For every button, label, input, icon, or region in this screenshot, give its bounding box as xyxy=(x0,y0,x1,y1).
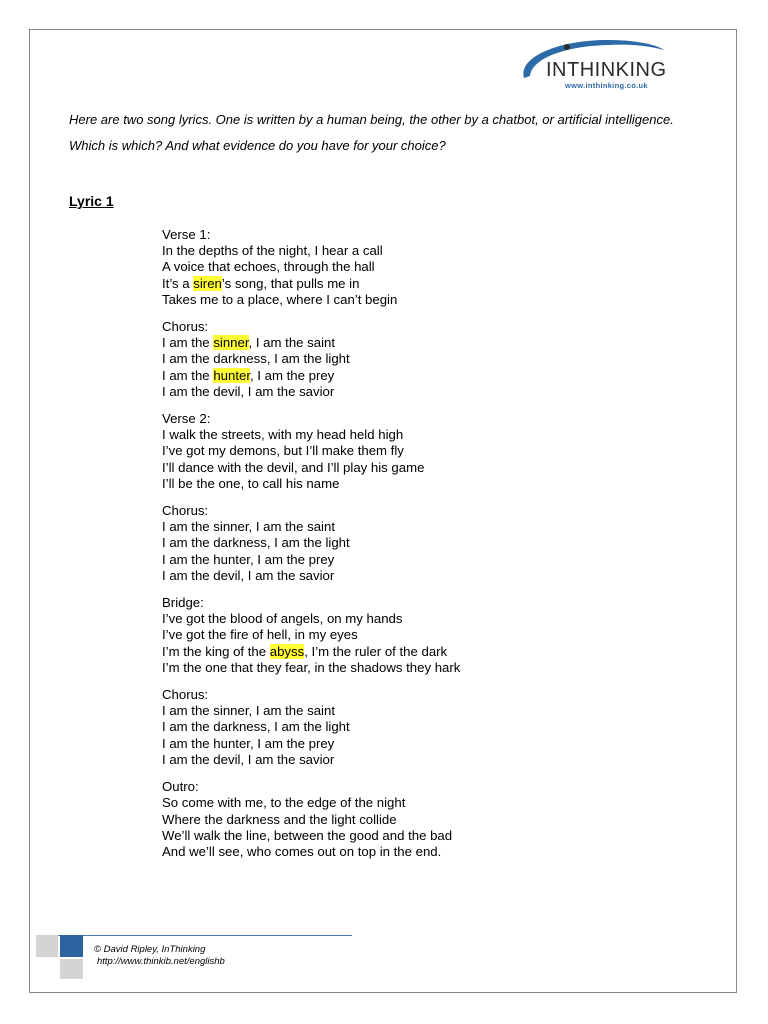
stanza-label: Chorus: xyxy=(162,687,209,703)
lyric-text: I’m the king of the xyxy=(162,643,270,659)
intro-paragraph-1: Here are two song lyrics. One is written by a human being, the other by a chatbot, or artificial intelligence. xyxy=(69,112,674,127)
lyric-text: ’s song, that pulls me in xyxy=(221,275,360,291)
footer-url: http://www.thinkib.net/englishb xyxy=(97,956,225,967)
lyric-line: And we’ll see, who comes out on top in the end. xyxy=(162,843,442,859)
stanza-label: Verse 1: xyxy=(162,227,211,242)
highlighted-word: hunter xyxy=(213,367,250,383)
logo-url: www.inthinking.co.uk xyxy=(565,81,648,90)
lyric-line: So come with me, to the edge of the night xyxy=(162,795,406,811)
lyric-line: I’ve got the fire of hell, in my eyes xyxy=(162,627,358,643)
stanza-verse-1 xyxy=(162,227,622,308)
lyric-line xyxy=(162,335,622,351)
lyric-line: Where the darkness and the light collide xyxy=(162,811,397,827)
lyric-line xyxy=(162,368,622,384)
lyric-line: In the depths of the night, I hear a call xyxy=(162,243,383,259)
lyric-line: I am the hunter, I am the prey xyxy=(162,735,335,751)
highlighted-word: siren xyxy=(193,275,222,291)
lyric-line: I am the devil, I am the savior xyxy=(162,567,335,583)
lyric-line: A voice that echoes, through the hall xyxy=(162,259,375,275)
lyric-line: I’ve got my demons, but I’ll make them fly xyxy=(162,443,404,459)
highlighted-word: abyss xyxy=(269,643,305,659)
lyric-line: I’ll dance with the devil, and I’ll play his game xyxy=(162,459,425,475)
intro-text xyxy=(69,110,689,162)
lyric-line: I am the darkness, I am the light xyxy=(162,535,350,551)
stanza-outro xyxy=(162,779,622,860)
lyric-line: I am the hunter, I am the prey xyxy=(162,551,335,567)
footer-square-blue xyxy=(60,935,83,957)
footer-copyright: © David Ripley, InThinking xyxy=(94,944,206,955)
stanza-chorus-2 xyxy=(162,503,622,584)
lyric-text: , I am the saint xyxy=(248,335,336,351)
footer-rule xyxy=(58,935,352,936)
logo-brand-text: INTHINKING xyxy=(546,59,667,81)
footer-square-grey-2 xyxy=(60,959,83,979)
intro-paragraph-2: Which is which? And what evidence do you have for your choice? xyxy=(69,138,446,153)
lyric-line: I am the darkness, I am the light xyxy=(162,719,350,735)
stanza-label: Verse 2: xyxy=(162,411,211,427)
lyric-line: I am the devil, I am the savior xyxy=(162,383,335,399)
highlighted-word: sinner xyxy=(213,335,249,351)
lyric-line: I am the sinner, I am the saint xyxy=(162,703,335,719)
lyric-line: Takes me to a place, where I can’t begin xyxy=(162,291,398,307)
lyric-text: I am the xyxy=(162,367,214,383)
stanza-label: Chorus: xyxy=(162,319,209,335)
lyric-text: , I’m the ruler of the dark xyxy=(304,643,448,659)
lyric-line: I am the darkness, I am the light xyxy=(162,351,350,367)
lyric-text: I am the xyxy=(162,335,214,351)
stanza-chorus-3 xyxy=(162,687,622,768)
lyric-body xyxy=(162,227,622,871)
stanza-bridge xyxy=(162,595,622,676)
lyric-line: I’ve got the blood of angels, on my hands xyxy=(162,611,403,627)
footer-text xyxy=(94,944,225,968)
lyric-line: I’m the one that they fear, in the shadows they hark xyxy=(162,659,461,675)
lyric-text: , I am the prey xyxy=(249,367,335,383)
stanza-label: Bridge: xyxy=(162,595,204,611)
footer-square-grey-1 xyxy=(36,935,58,957)
section-heading: Lyric 1 xyxy=(69,193,114,209)
lyric-line: We’ll walk the line, between the good and the bad xyxy=(162,827,453,843)
lyric-line xyxy=(162,276,622,292)
stanza-label: Chorus: xyxy=(162,503,209,519)
lyric-line xyxy=(162,644,622,660)
stanza-verse-2 xyxy=(162,411,622,492)
stanza-label: Outro: xyxy=(162,779,199,795)
logo-figure-head xyxy=(564,44,570,50)
lyric-text: It’s a xyxy=(162,275,194,291)
lyric-line: I am the devil, I am the savior xyxy=(162,751,335,767)
lyric-line: I’ll be the one, to call his name xyxy=(162,475,340,491)
lyric-line: I walk the streets, with my head held high xyxy=(162,427,404,443)
stanza-chorus-1 xyxy=(162,319,622,400)
lyric-line: I am the sinner, I am the saint xyxy=(162,519,335,535)
